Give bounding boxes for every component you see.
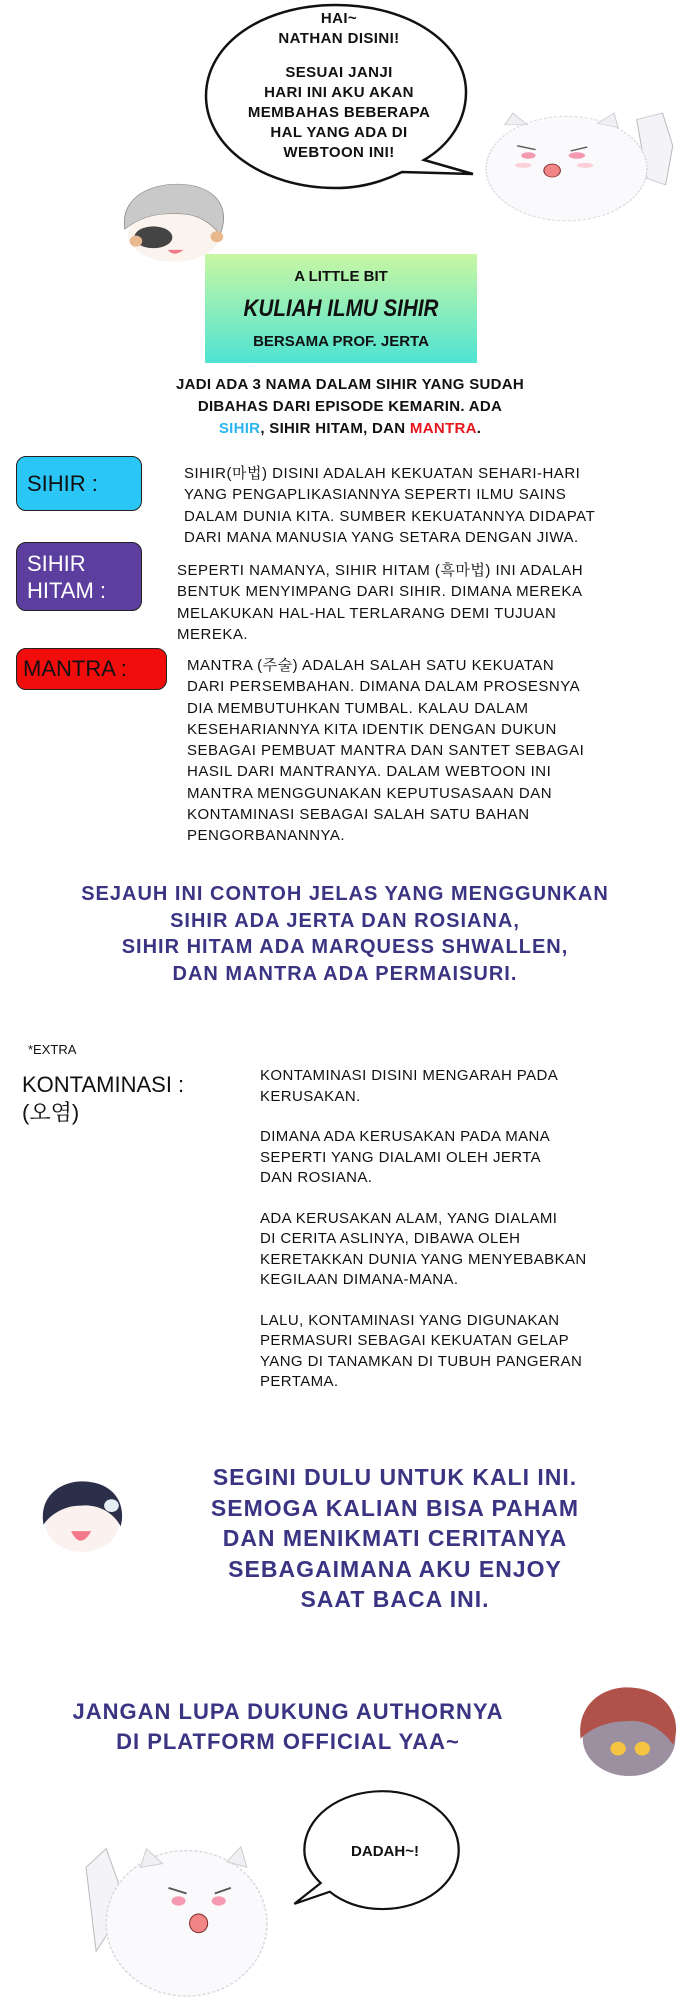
- extra-description: [260, 1066, 587, 1393]
- intro-line: [90, 418, 610, 440]
- bubble-line: HAI~: [320, 10, 358, 27]
- bubble-line: MEMBAHAS BEBERAPA: [247, 104, 431, 121]
- highlight-mantra: MANTRA: [409, 420, 477, 437]
- label-sihir: [16, 456, 142, 511]
- fluffy-dog-illustration-bottom: [76, 1830, 272, 1998]
- intro-line: JADI ADA 3 NAMA DALAM SIHIR YANG SUDAH: [175, 376, 525, 393]
- definition-sihir-hitam: SEPERTI NAMANYA, SIHIR HITAM (흑마법) INI ADALAH BENTUK MENYIMPANG DARI SIHIR. DIMANA MEREKA MELAKUKAN HAL-HAL TERLARANG DEMI TUJUAN MEREKA.: [177, 562, 584, 643]
- definition-mantra: MANTRA (주술) ADALAH SALAH SATU KEKUATAN DARI PERSEMBAHAN. DIMANA DALAM PROSESNYA DIA MEMBUTUHKAN TUMBAL. KALAU DALAM KESEHARIANNYA KITA IDENTIK DENGAN DUKUN SEBAGAI PEMBUAT MANTRA DAN SANTET SEBAGAI HASIL DARI MANTRANYA. DALAM WEBTOON INI MANTRA MENGGUNAKAN KEPUTUSASAAN DAN KONTAMINASI SEBAGAI SALAH SATU BAHAN PENGORBANANNYA.: [187, 657, 585, 845]
- intro-text: , SIHIR HITAM, DAN: [260, 420, 410, 437]
- title-card-pre: A LITTLE BIT: [294, 268, 388, 285]
- label-sihir-hitam: [16, 542, 142, 611]
- title-card-title: KULIAH ILMU SIHIR: [243, 295, 439, 322]
- highlight-sihir: SIHIR: [218, 420, 261, 437]
- extra-paragraph: LALU, KONTAMINASI YANG DIGUNAKAN PERMASURI SEBAGAI KEKUATAN GELAP YANG DI TANAMKAN DI TUBUH PANGERAN PERTAMA.: [260, 1311, 583, 1390]
- extra-paragraph: ADA KERUSAKAN ALAM, YANG DIALAMI DI CERITA ASLINYA, DIBAWA OLEH KERETAKKAN DUNIA YANG MENYEBABKAN KEGILAAN DIMANA-MANA.: [260, 1209, 587, 1288]
- support-author-text: JANGAN LUPA DUKUNG AUTHORNYA DI PLATFORM OFFICIAL YAA~: [72, 1699, 504, 1754]
- extra-tag: *EXTRA: [28, 1042, 77, 1057]
- bubble-line: SESUAI JANJI: [285, 64, 393, 81]
- extra-paragraph: DIMANA ADA KERUSAKAN PADA MANA SEPERTI YANG DIALAMI OLEH JERTA DAN ROSIANA.: [260, 1128, 551, 1186]
- character-head-jerta: [120, 180, 228, 264]
- intro-paragraph: [90, 374, 610, 440]
- bubble-spacer: [208, 49, 470, 63]
- extra-term-korean: (오염): [22, 1100, 80, 1125]
- bubble-line: NATHAN DISINI!: [278, 30, 400, 47]
- bubble-line: WEBTOON INI!: [283, 144, 395, 161]
- fluffy-dog-illustration: [482, 100, 680, 228]
- definition-sihir: SIHIR(마법) DISINI ADALAH KEKUATAN SEHARI-HARI YANG PENGAPLIKASIANNYA SEPERTI ILMU SAINS DALAM DUNIA KITA. SUMBER KEKUATANNYA DIDAPAT DARI MANA MANUSIA YANG SETARA DENGAN JIWA.: [184, 465, 596, 546]
- character-head-nathan: [38, 1477, 128, 1555]
- label-mantra: [16, 648, 167, 690]
- intro-line: DIBAHAS DARI EPISODE KEMARIN. ADA: [197, 398, 503, 415]
- title-card-subtitle: BERSAMA PROF. JERTA: [253, 333, 429, 350]
- label-mantra-text: MANTRA :: [23, 656, 127, 681]
- closing-text: SEGINI DULU UNTUK KALI INI. SEMOGA KALIAN BISA PAHAM DAN MENIKMATI CERITANYA SEBAGAIMANA AKU ENJOY SAAT BACA INI.: [210, 1464, 580, 1612]
- extra-term: KONTAMINASI :: [22, 1072, 185, 1097]
- bubble-line: HAL YANG ADA DI: [270, 124, 408, 141]
- label-sihir-text: SIHIR :: [27, 470, 98, 496]
- intro-bubble-text: [208, 9, 470, 163]
- intro-text: .: [476, 420, 482, 437]
- extra-paragraph: KONTAMINASI DISINI MENGARAH PADA KERUSAKAN.: [260, 1067, 559, 1105]
- bubble-line: HARI INI AKU AKAN: [264, 84, 414, 101]
- label-sihir-hitam-text: SIHIR HITAM :: [27, 550, 107, 603]
- examples-text: SEJAUH INI CONTOH JELAS YANG MENGGUNKAN SIHIR ADA JERTA DAN ROSIANA, SIHIR HITAM ADA MARQUESS SHWALLEN, DAN MANTRA ADA PERMAISURI.: [81, 883, 609, 986]
- outro-bubble-text: DADAH~!: [351, 1843, 419, 1860]
- character-head-redhair: [574, 1682, 682, 1778]
